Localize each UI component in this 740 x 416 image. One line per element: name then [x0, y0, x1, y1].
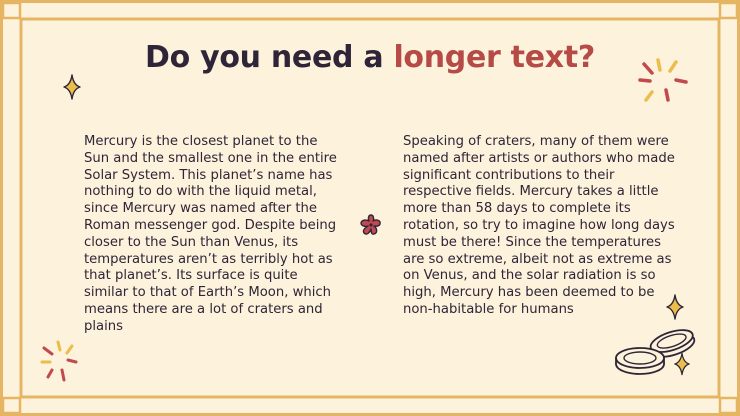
burst-lines-icon — [636, 56, 692, 106]
title-accent: longer text? — [393, 40, 595, 75]
frame-corner-square-icon — [3, 3, 20, 18]
sparkle-icon — [666, 294, 684, 320]
flower-icon — [359, 213, 383, 237]
sparkle-icon — [63, 74, 81, 100]
frame-corner-square-icon — [720, 3, 737, 18]
slide-title — [0, 40, 740, 75]
frame-corner-square-icon — [3, 398, 20, 413]
body-text-right: Speaking of craters, many of them were named after artists or authors who made significant contributions to their respective fields. Mercury takes a little more than 58 days to complete its rotation, so try to imagine how long days must be there! Since the temperatures are so extreme, albeit not as extreme as on Venus, and the solar radiation is so high, Mercury has been deemed to be non-habitable for humans — [403, 134, 675, 317]
body-text-left: Mercury is the closest planet to the Sun and the smallest one in the entire Solar System. This planet’s name has nothing to do with the liquid metal, since Mercury was named after the Roman messenger god. Despite being closer to the Sun than Venus, its temperatures aren’t as terribly hot as that planet’s. Its surface is quite similar to that of Earth’s Moon, which means there are a lot of craters and plains — [84, 134, 337, 334]
burst-lines-icon — [40, 340, 80, 384]
frame-corner-square-icon — [720, 398, 737, 413]
title-main: Do you need a — [145, 40, 394, 75]
coin-stack-icon — [610, 324, 700, 378]
